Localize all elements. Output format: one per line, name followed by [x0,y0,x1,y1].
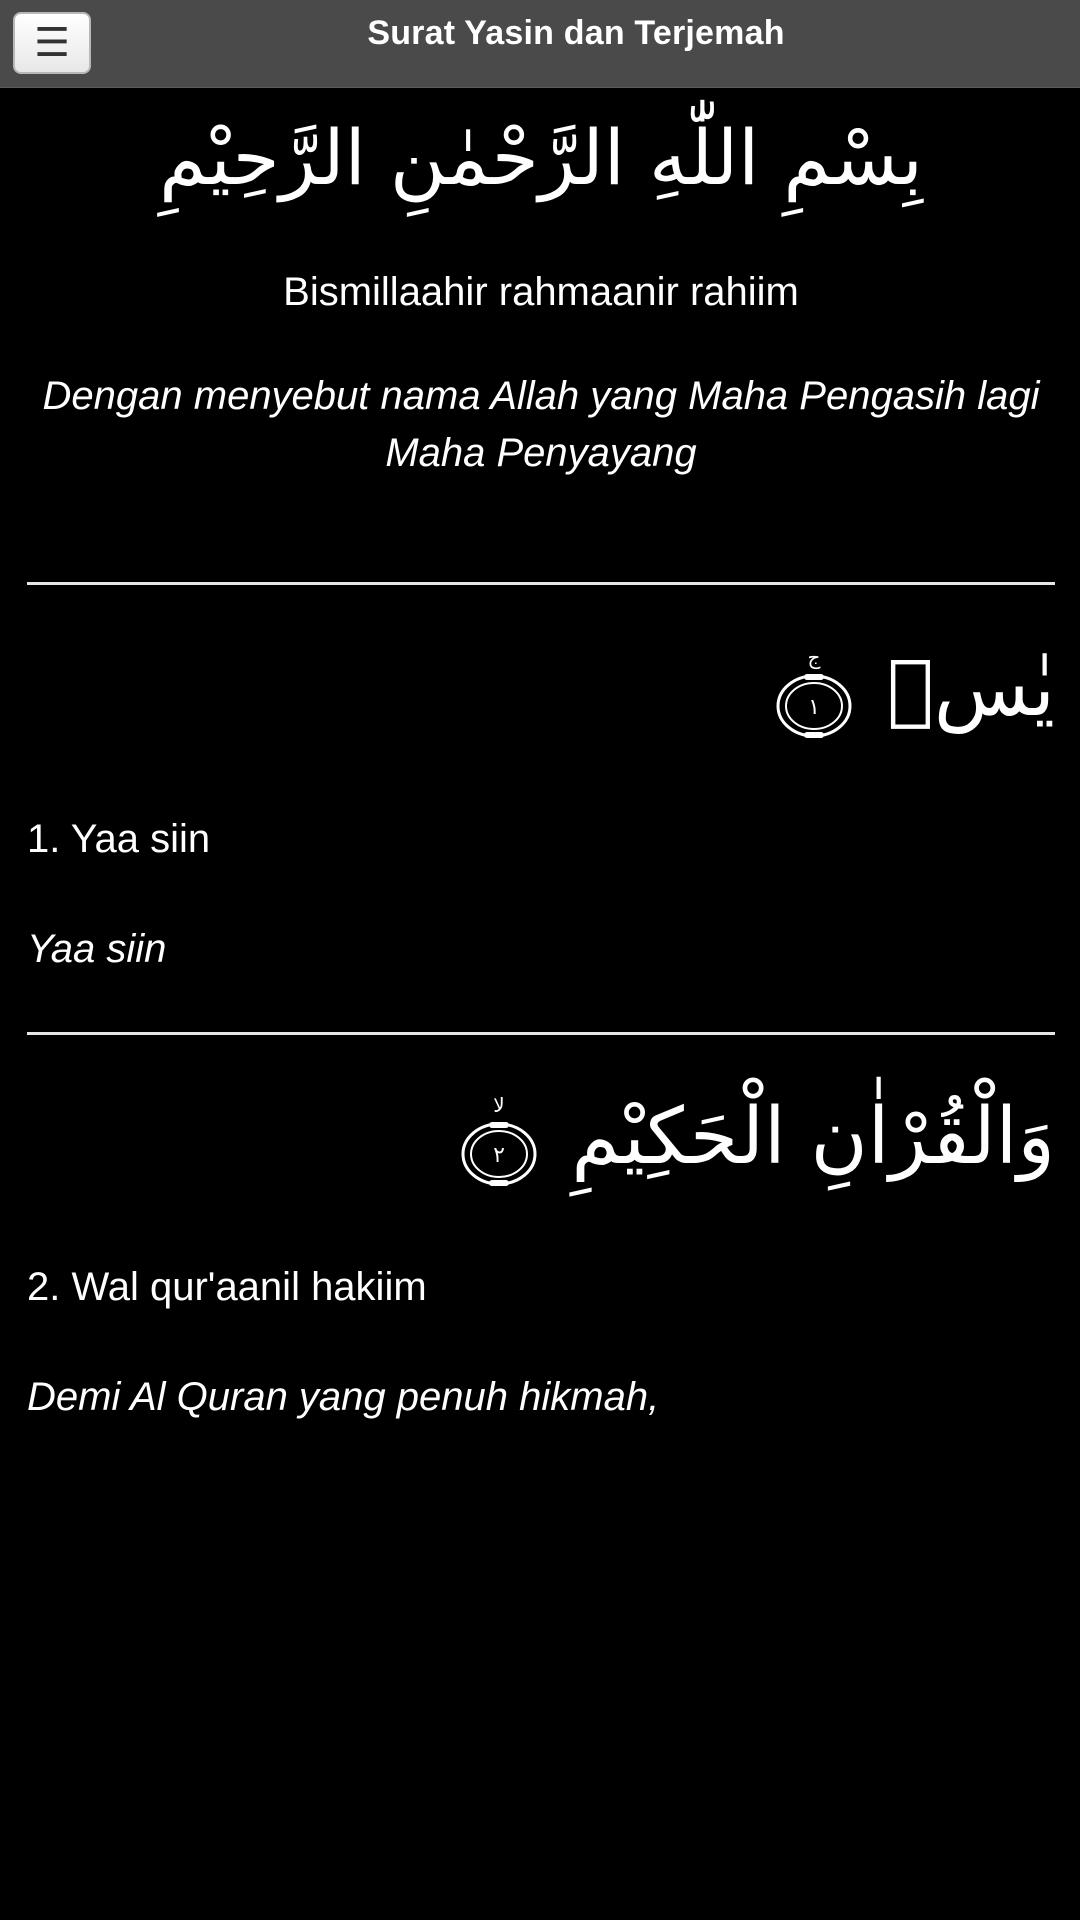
page-title: Surat Yasin dan Terjemah [367,14,785,52]
surah-content[interactable] [27,88,1055,1423]
ayah-number: ٢ [492,1142,505,1168]
verse-2-arabic-text: وَالْقُرْاٰنِ الْحَكِيْمِ [571,1092,1055,1182]
verse-1-transliteration: 1. Yaa siin [27,817,211,861]
verse-1-arabic-text: يٰسۤ [887,644,1055,734]
hamburger-icon: ☰ [34,21,70,65]
app-header [0,0,1080,88]
verse-2-transliteration: 2. Wal qur'aanil hakiim [27,1265,427,1309]
verse-1-translation: Yaa siin [27,927,167,971]
ayah-end-marker-icon [459,1096,539,1188]
ayah-end-marker-icon [774,648,854,740]
basmalah-arabic: بِسْمِ اللّٰهِ الرَّحْمٰنِ الرَّحِيْمِ [159,113,923,202]
waqf-sign: لا [492,1095,505,1117]
verse-1-arabic [27,643,1055,763]
divider [27,1032,1055,1035]
waqf-sign: ج [807,647,821,669]
ayah-number: ١ [808,694,821,720]
basmalah-translation: Dengan menyebut nama Allah yang Maha Pengasih lagi Maha Penyayang [42,374,1040,475]
verse-2-arabic [27,1091,1055,1211]
basmalah-transliteration: Bismillaahir rahmaanir rahiim [283,270,799,314]
divider [27,582,1055,585]
verse-2-translation: Demi Al Quran yang penuh hikmah, [27,1375,660,1419]
